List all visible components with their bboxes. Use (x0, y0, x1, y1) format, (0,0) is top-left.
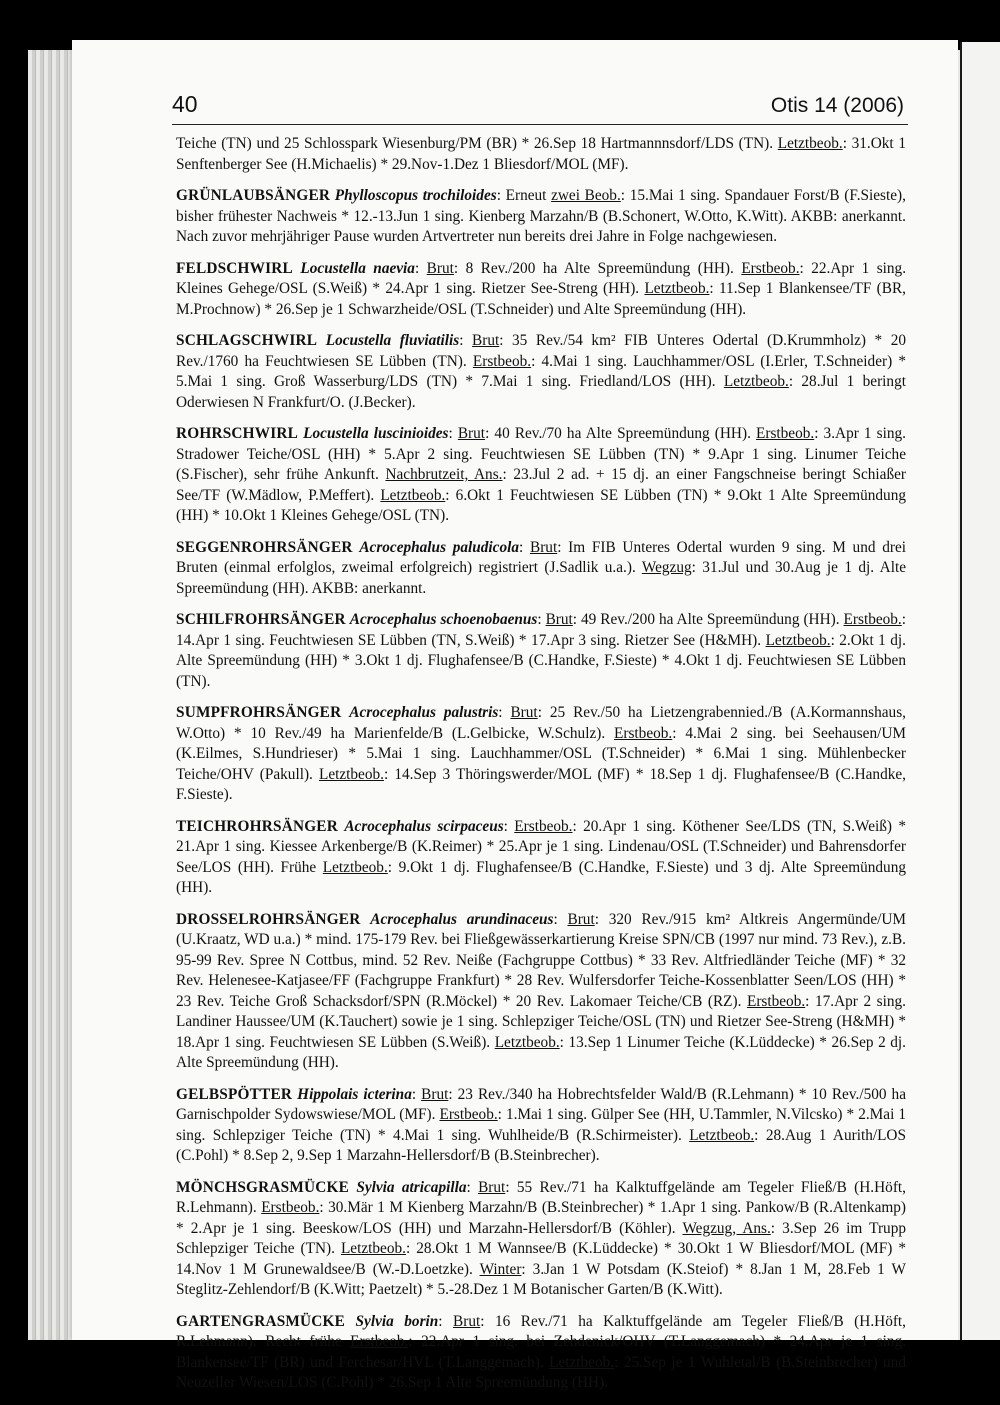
scientific-name: Locustella fluviatilis (325, 332, 460, 349)
text: : 31.Okt 1 Senftenberger See (H.Michaelis) * 29.Nov-1.Dez 1 Bliesdorf/MOL (MF). (176, 135, 906, 173)
text: : 320 Rev./915 km² Altkreis Angermünde/UM (U.Kraatz, WD u.a.) * mind. 175-179 Rev. bei Fließgewässerkartierung Kreise SPN/CB (1997 nur mind. 73 Rev.), z.B. 95-99 Rev. Spree N Cottbus, mind. 52 Rev. Neiße (Fachgruppe Cottbus) * 33 Rev. Altfriedländer Teiche (MF) * 32 Rev. Helenesee-Katjasee/FF (Fachgruppe Frankfurt) * 28 Rev. Wulfersdorfer Teiche-Kossenblatter Seen/LOS (HH) * 23 Rev. Teiche Groß Schacksdorf/SPN (R.Möckel) * 20 Rev. Lakomaer Teiche/CB (RZ). (176, 910, 907, 1010)
text: : 3.Apr 1 sing. Stradower Teiche/OSL (HH) * 5.Apr 2 sing. Feuchtwiesen SE Lübben (TN) * 9.Apr 1 sing. Linumer Teiche (S.Fischer), sehr frühe Ankunft. (176, 425, 906, 483)
underlined-term: Letztbeob. (765, 631, 831, 649)
underlined-term: Brut (530, 538, 558, 556)
scientific-name: Acrocephalus scirpaceus (344, 817, 504, 835)
underlined-term: Letztbeob. (318, 765, 384, 783)
scientific-name: Acrocephalus paludicola (359, 538, 520, 556)
underlined-term: Letztbeob. (340, 1240, 406, 1257)
underlined-term: Winter (479, 1260, 522, 1278)
text: : 4.Mai 1 sing. Lauchhammer/OSL (I.Erler, T.Schneider) * 5.Mai 1 sing. Groß Wasserburg/LDS (TN) * 7.Mai 1 sing. Friedland/LOS (HH). (176, 352, 906, 390)
text: : (438, 1312, 454, 1330)
text: : (414, 259, 427, 277)
species-entry (176, 1312, 906, 1394)
text: : 4.Mai 2 sing. bei Seehausen/UM (K.Eilmes, S.Hundrieser) * 5.Mai 1 sing. Lauchhammer/OSL (T.Schneider) * 6.Mai 1 sing. Mühlenbecker Teiche/OHV (Pakull). (176, 724, 906, 783)
underlined-term: Brut (426, 259, 454, 277)
scientific-name: Phylloscopus trochiloides (334, 187, 497, 204)
underlined-term: Erstbeob. (741, 259, 800, 277)
underlined-term: Erstbeob. (746, 992, 806, 1010)
scientific-name: Sylvia borin (355, 1312, 439, 1330)
text: : 49 Rev./200 ha Alte Spreemündung (HH). (572, 611, 844, 628)
text: : (448, 425, 458, 442)
species-name: SCHILFROHRSÄNGER (176, 611, 346, 628)
underlined-term: Erstbeob. (350, 1333, 409, 1350)
species-name: FELDSCHWIRL (176, 259, 293, 277)
text: : (459, 332, 473, 349)
underlined-term: Brut (421, 1085, 449, 1103)
underlined-term: Erstbeob. (843, 611, 902, 628)
text: : Erneut (496, 187, 552, 204)
text: : 11.Sep 1 Blankensee/TF (BR, M.Prochnow) * 26.Sep je 1 Schwarzheide/OSL (T.Schneider) und Alte Spreemündung (HH). (176, 280, 906, 318)
underlined-term: Letztbeob. (777, 135, 843, 152)
page-edge (48, 50, 52, 1340)
underlined-term: zwei Beob. (551, 187, 621, 204)
underlined-term: Erstbeob. (472, 352, 532, 370)
text: : 22.Apr 1 sing. bei Zehdenick/OHV (T.Langgemach) * 24.Apr je 1 sing. Blankensee/TF (BR) und Ferchesar/HVL (T.Langgemach). (176, 1333, 907, 1371)
underlined-term: Nachbrutzeit, Ans. (385, 466, 503, 483)
page-edge (56, 50, 60, 1340)
underlined-term: Brut (510, 704, 538, 721)
species-entry (176, 703, 906, 806)
underlined-term: Brut (472, 332, 500, 349)
underlined-term: Brut (567, 910, 595, 928)
underlined-term: Letztbeob. (494, 1033, 560, 1051)
species-entry (176, 910, 906, 1074)
text: : 3.Sep 26 im Trupp Schlepziger Teiche (TN). (176, 1219, 907, 1257)
underlined-term: Brut (457, 425, 486, 442)
species-name: GRÜNLAUBSÄNGER (176, 187, 331, 204)
text: : (503, 817, 515, 835)
species-name: SCHLAGSCHWIRL (176, 332, 318, 349)
species-name: ROHRSCHWIRL (176, 425, 299, 442)
text: : 3.Jan 1 W Potsdam (K.Steiof) * 8.Jan 1 M, 28.Feb 1 W Steglitz-Zehlendorf/B (K.Witt; Paetzelt) * 5.-28.Dez 1 M Botanischer Garten/B (K.Witt). (176, 1260, 906, 1298)
text: : 25.Sep je 1 Wuhletal/B (B.Steinbrecher) und Neuzeller Wiesen/LOS (C.Pohl) * 26.Sep 1 Alte Spreemündung (HH). (176, 1353, 906, 1391)
facing-page-edge (960, 42, 1000, 1340)
underlined-term: Erstbeob. (614, 724, 673, 742)
underlined-term: Erstbeob. (439, 1106, 498, 1123)
species-name: DROSSELROHRSÄNGER (176, 910, 361, 928)
scientific-name: Hippolais icterina (297, 1085, 412, 1103)
species-entry (176, 1178, 906, 1301)
underlined-term: Brut (453, 1312, 481, 1330)
text: : 23.Jul 2 ad. + 15 dj. an einer Fangschneise beringt Schiaßer See/TF (W.Mädlow, P.Meffert). (176, 466, 906, 504)
scientific-name: Locustella luscinioides (303, 425, 449, 442)
species-name: GELBSPÖTTER (176, 1085, 293, 1103)
underlined-term: Letztbeob. (723, 373, 789, 390)
text: : 31.Jul und 30.Aug je 1 dj. Alte Spreemündung (HH). AKBB: anerkannt. (176, 559, 906, 597)
text: : 30.Mär 1 M Kienberg Marzahn/B (B.Steinbrecher) * 1.Apr 1 sing. Pankow/B (R.Altenkamp) * 2.Apr je 1 sing. Beeskow/LOS (HH) und Marzahn-Hellersdorf/B (Köhler). (176, 1199, 906, 1237)
text: : 15.Mai 1 sing. Spandauer Forst/B (F.Sieste), bisher frühester Nachweis * 12.-13.Jun 1 sing. Kienberg Marzahn/B (B.Schonert, W.Otto, K.Witt). AKBB: anerkannt. Nach zuvor mehrjähriger Pause wurden Artvertreter nun bereits drei Jahre in Folge nachgewiesen. (176, 187, 906, 245)
text: : 20.Apr 1 sing. Köthener See/LDS (TN, S.Weiß) * 21.Apr 1 sing. Kiessee Arkenberge/B (K.Reimer) * 25.Apr je 1 sing. Lindenau/OSL (T.Schneider) und Bahrensdorfer See/LOS (HH). Frühe (176, 817, 907, 876)
paragraph-intro (176, 134, 906, 175)
text: : 35 Rev./54 km² FIB Unteres Odertal (D.Krummholz) * 20 Rev./1760 ha Feuchtwiesen SE Lübben (TN). (176, 332, 907, 370)
text: : (498, 704, 511, 721)
page-header (172, 88, 908, 125)
underlined-term: Brut (478, 1178, 506, 1196)
text: : 17.Apr 2 sing. Landiner Haussee/UM (K.Tauchert) sowie je 1 sing. Schlepziger Teiche/OSL (TN) und Rietzer See-Streng (H&MH) * 18.Apr 1 sing. Feuchtwiesen SE Lübben (S.Weiß). (176, 992, 906, 1051)
underlined-term: Erstbeob. (514, 817, 573, 835)
scientific-name: Acrocephalus arundinaceus (370, 910, 554, 928)
scientific-name: Sylvia atricapilla (356, 1178, 467, 1196)
page-edge (40, 50, 44, 1340)
text: : 28.Okt 1 M Wannsee/B (K.Lüddecke) * 30.Okt 1 W Bliesdorf/MOL (MF) * 14.Nov 1 M Grunewaldsee/B (W.-D.Loetzke). (176, 1240, 906, 1278)
species-name: SUMPFROHRSÄNGER (176, 704, 342, 721)
underlined-term: Letztbeob. (549, 1353, 615, 1371)
species-entry (176, 817, 906, 899)
underlined-term: Letztbeob. (380, 486, 446, 504)
species-entry (176, 259, 906, 321)
underlined-term: Letztbeob. (322, 858, 388, 876)
text: : 40 Rev./70 ha Alte Spreemündung (HH). (485, 425, 756, 442)
species-entry (176, 610, 906, 692)
text: : 55 Rev./71 ha Kalktuffgelände am Tegeler Fließ/B (H.Höft, R.Lehmann). (176, 1178, 906, 1216)
species-entry (176, 331, 906, 413)
underlined-term: Erstbeob. (261, 1199, 320, 1216)
underlined-term: Brut (545, 611, 573, 628)
text: : (537, 611, 546, 628)
page-number: 40 (172, 91, 198, 117)
text: : 6.Okt 1 Feuchtwiesen SE Lübben (TN) * 9.Okt 1 Alte Spreemündung (HH) * 10.Okt 1 Kleines Gehege/OSL (TN). (176, 486, 907, 524)
species-name: MÖNCHSGRASMÜCKE (176, 1178, 349, 1196)
text: Teiche (TN) und 25 Schlosspark Wiesenburg/PM (BR) * 26.Sep 18 Hartmannnsdorf/LDS (TN). (176, 135, 778, 152)
species-entry (176, 186, 906, 248)
text: : 28.Aug 1 Aurith/LOS (C.Pohl) * 8.Sep 2, 9.Sep 1 Marzahn-Hellersdorf/B (B.Steinbrecher). (176, 1126, 906, 1164)
page-edge (64, 50, 68, 1340)
species-entry (176, 538, 906, 600)
species-name: TEICHROHRSÄNGER (176, 817, 338, 835)
underlined-term: Erstbeob. (756, 425, 815, 442)
article-body (176, 134, 906, 1405)
species-entry (176, 1085, 906, 1167)
text: : 1.Mai 1 sing. Gülper See (HH, U.Tammler, N.Vilcsko) * 2.Mai 1 sing. Schlepziger Teiche (TN) * 4.Mai 1 sing. Wuhlheide/B (R.Schirmeister). (176, 1106, 906, 1144)
text: : (466, 1178, 479, 1196)
text: : (411, 1085, 422, 1103)
underlined-term: Letztbeob. (644, 280, 710, 297)
text: : 14.Apr 1 sing. Feuchtwiesen SE Lübben (TN, S.Weiß) * 17.Apr 3 sing. Rietzer See (H&MH). (176, 611, 906, 649)
text: : 16 Rev./71 ha Kalktuffgelände am Tegeler Fließ/B (H.Höft, R.Lehmann). Recht frühe (176, 1312, 907, 1350)
text: : 22.Apr 1 sing. Kleines Gehege/OSL (S.Weiß) * 24.Apr 1 sing. Rietzer See-Streng (HH). (176, 259, 907, 297)
text: : 8 Rev./200 ha Alte Spreemündung (HH). (453, 259, 742, 277)
text: : 13.Sep 1 Linumer Teiche (K.Lüddecke) * 26.Sep 2 dj. Alte Spreemündung (HH). (176, 1033, 906, 1071)
text: : 28.Jul 1 beringt Oderwiesen N Frankfurt/O. (J.Becker). (176, 373, 906, 411)
underlined-term: Wegzug (641, 559, 692, 576)
text: : 14.Sep 3 Thöringswerder/MOL (MF) * 18.Sep 1 dj. Flughafensee/B (C.Handke, F.Sieste). (176, 765, 906, 803)
scientific-name: Locustella naevia (300, 259, 415, 277)
scientific-name: Acrocephalus palustris (349, 704, 499, 721)
text: : 23 Rev./340 ha Hobrechtsfelder Wald/B (R.Lehmann) * 10 Rev./500 ha Garnischpolder Sydowswiese/MOL (MF). (176, 1085, 906, 1123)
text: : (553, 910, 568, 928)
species-entry (176, 424, 906, 527)
text: : 25 Rev./50 ha Lietzengrabennied./B (A.Kormannshaus, W.Otto) * 10 Rev./49 ha Marienfelde/B (L.Gelbicke, W.Schulz). (176, 704, 906, 742)
text: : 2.Okt 1 dj. Alte Spreemündung (HH) * 3.Okt 1 dj. Flughafensee/B (C.Handke, F.Sieste) * 4.Okt 1 dj. Feuchtwiesen SE Lübben (TN). (176, 631, 906, 690)
text: : Im FIB Unteres Odertal wurden 9 sing. M und drei Bruten (einmal erfolglos, zweimal erfolgreich) registriert (J.Sadlik u.a.). (176, 538, 907, 576)
species-name: SEGGENROHRSÄNGER (176, 538, 353, 556)
text: : 9.Okt 1 dj. Flughafensee/B (C.Handke, F.Sieste) und 3 dj. Alte Spreemündung (HH). (176, 858, 906, 896)
text: : (519, 538, 530, 556)
species-name: GARTENGRASMÜCKE (176, 1312, 346, 1330)
underlined-term: Letztbeob. (689, 1126, 755, 1144)
page-edge (32, 50, 36, 1340)
scientific-name: Acrocephalus schoenobaenus (349, 611, 538, 628)
journal-reference: Otis 14 (2006) (770, 94, 904, 117)
underlined-term: Wegzug, Ans. (682, 1219, 771, 1237)
